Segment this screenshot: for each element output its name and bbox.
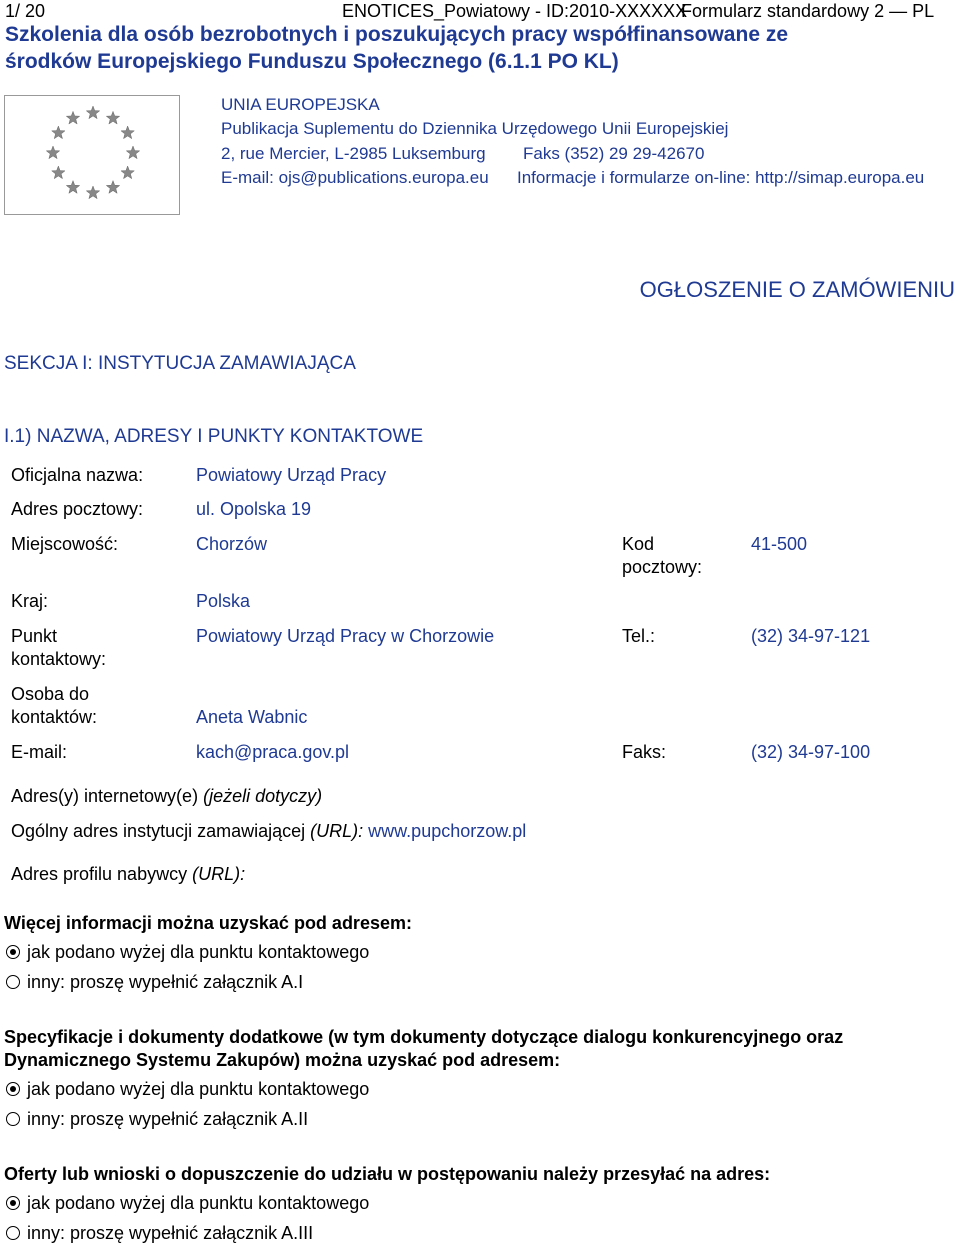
publisher-info: Informacje i formularze on-line: http://simap.europa.eu: [517, 168, 925, 187]
internet-heading: [11, 785, 322, 807]
notice-title-line1: Szkolenia dla osób bezrobotnych i poszukujących pracy współfinansowane ze: [5, 23, 789, 46]
radio-unselected-icon: [6, 1226, 20, 1240]
flag-star-icon: [121, 126, 134, 139]
document-id: ENOTICES_Powiatowy - ID:2010-XXXXXX: [342, 1, 688, 21]
fax-value: (32) 34-97-100: [751, 742, 871, 762]
postal-address-value: ul. Opolska 19: [196, 499, 312, 519]
flag-star-icon: [52, 166, 65, 179]
subsection-title: I.1) NAZWA, ADRESY I PUNKTY KONTAKTOWE: [4, 426, 424, 447]
flag-star-icon: [126, 146, 139, 159]
zip-label-1: Kod: [622, 534, 655, 554]
page-number: 1/ 20: [5, 1, 46, 21]
flag-star-icon: [46, 146, 59, 159]
specs-option-2: inny: proszę wypełnić załącznik A.II: [27, 1109, 309, 1129]
offers-option-2: inny: proszę wypełnić załącznik A.III: [27, 1223, 314, 1243]
offers-option-1: jak podano wyżej dla punktu kontaktowego: [27, 1193, 370, 1213]
flag-star-icon: [66, 111, 79, 124]
internet-heading-note: (jeżeli dotyczy): [203, 786, 323, 806]
flag-star-icon: [86, 186, 99, 199]
contact-person-value: Aneta Wabnic: [196, 707, 308, 727]
official-name-value: Powiatowy Urząd Pracy: [196, 465, 387, 485]
internet-heading-text: Adres(y) internetowy(e): [11, 786, 199, 806]
buyer-profile-label: Adres profilu nabywcy: [11, 864, 188, 884]
radio-selected-icon: [6, 1082, 20, 1096]
flag-star-icon: [106, 111, 119, 124]
section-title: SEKCJA I: INSTYTUCJA ZAMAWIAJĄCA: [4, 353, 356, 374]
email-label: E-mail:: [11, 742, 68, 762]
official-name-label: Oficjalna nazwa:: [11, 465, 144, 485]
city-label: Miejscowość:: [11, 534, 119, 554]
form-name: Formularz standardowy 2 — PL: [681, 1, 935, 21]
notice-title-line2: środków Europejskiego Funduszu Społecznego (6.1.1 PO KL): [5, 50, 619, 73]
more-info-option-2: inny: proszę wypełnić załącznik A.I: [27, 972, 304, 992]
more-info-option-1: jak podano wyżej dla punktu kontaktowego: [27, 942, 370, 962]
radio-selected-icon: [6, 945, 20, 959]
postal-address-label: Adres pocztowy:: [11, 499, 144, 519]
zip-value: 41-500: [751, 534, 808, 554]
contact-person-label-1: Osoba do: [11, 684, 90, 704]
general-address-url: www.pupchorzow.pl: [368, 821, 527, 841]
general-address-label: Ogólny adres instytucji zamawiającej: [11, 821, 306, 841]
contact-point-value: Powiatowy Urząd Pracy w Chorzowie: [196, 626, 495, 646]
country-value: Polska: [196, 591, 251, 611]
radio-unselected-icon: [6, 1112, 20, 1126]
flag-star-icon: [106, 181, 119, 194]
tel-value: (32) 34-97-121: [751, 626, 871, 646]
email-value: kach@praca.gov.pl: [196, 742, 350, 762]
flag-star-icon: [52, 126, 65, 139]
buyer-profile-url-tag: (URL):: [192, 864, 246, 884]
publisher-email: E-mail: ojs@publications.europa.eu: [221, 168, 489, 187]
more-info-heading: Więcej informacji można uzyskać pod adresem:: [4, 913, 412, 933]
flag-star-icon: [66, 181, 79, 194]
general-address-row: [11, 820, 526, 842]
contact-point-label-1: Punkt: [11, 626, 58, 646]
specs-option-1: jak podano wyżej dla punktu kontaktowego: [27, 1079, 370, 1099]
eu-flag-icon: [4, 95, 180, 215]
country-label: Kraj:: [11, 591, 49, 611]
specs-heading-line1: Specyfikacje i dokumenty dodatkowe (w tym dokumenty dotyczące dialogu konkurencyjnego oraz: [4, 1027, 844, 1047]
contact-person-label-2: kontaktów:: [11, 707, 98, 727]
general-address-url-tag: (URL):: [310, 821, 364, 841]
offers-heading: Oferty lub wnioski o dopuszczenie do udziału w postępowaniu należy przesyłać na adres:: [4, 1164, 771, 1184]
specs-heading-line2: Dynamicznego Systemu Zakupów) można uzyskać pod adresem:: [4, 1050, 561, 1070]
radio-selected-icon: [6, 1196, 20, 1210]
publisher-address: 2, rue Mercier, L-2985 Luksemburg: [221, 144, 486, 163]
notice-heading: OGŁOSZENIE O ZAMÓWIENIU: [639, 277, 955, 302]
publisher-fax: Faks (352) 29 29-42670: [523, 144, 705, 163]
flag-star-icon: [121, 166, 134, 179]
tel-label: Tel.:: [622, 626, 656, 646]
publisher-publication: Publikacja Suplementu do Dziennika Urzędowego Unii Europejskiej: [221, 119, 729, 138]
flag-star-icon: [86, 106, 99, 119]
city-value: Chorzów: [196, 534, 268, 554]
buyer-profile-row: [11, 863, 245, 885]
publisher-org: UNIA EUROPEJSKA: [221, 95, 380, 114]
radio-unselected-icon: [6, 975, 20, 989]
fax-label: Faks:: [622, 742, 667, 762]
zip-label-2: pocztowy:: [622, 557, 703, 577]
contact-point-label-2: kontaktowy:: [11, 649, 107, 669]
